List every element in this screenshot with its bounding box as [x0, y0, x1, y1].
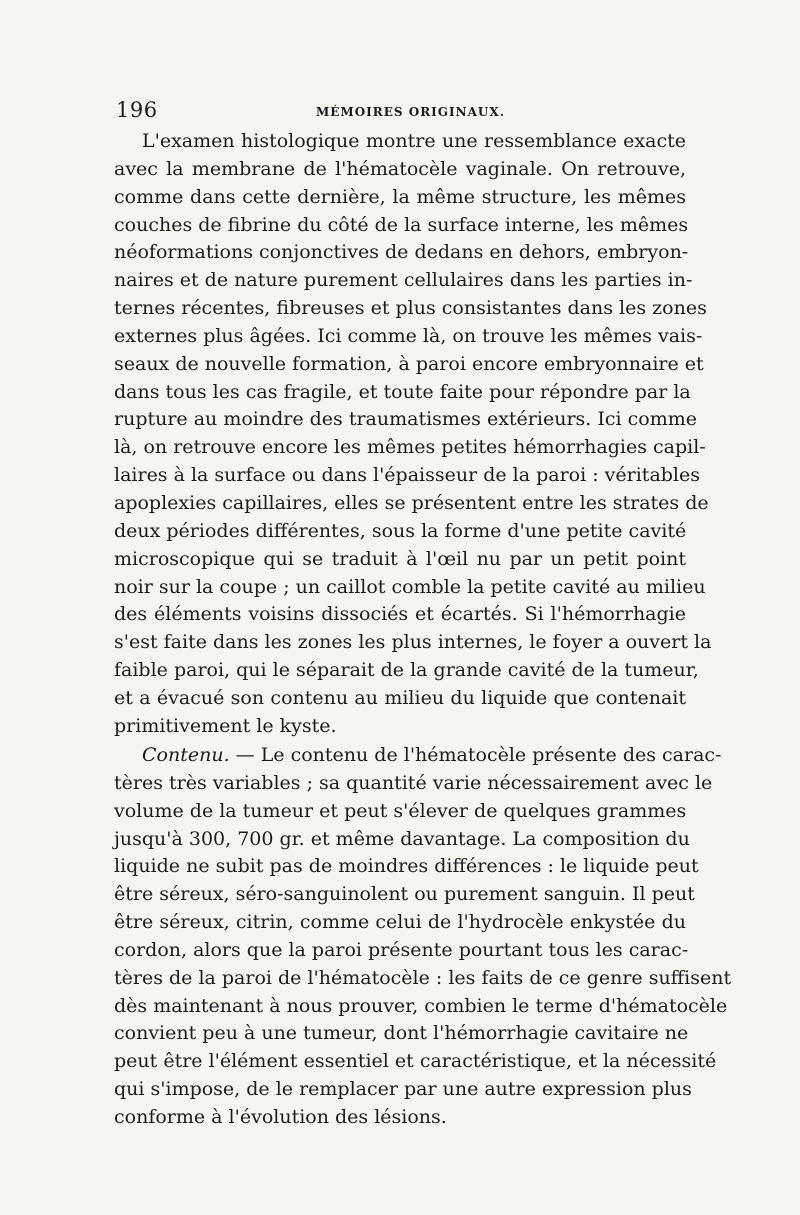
text-line: tères très variables ; sa quantité varie nécessairement avec le: [114, 771, 713, 794]
text-line-rest: — Le contenu de l'hématocèle présente des carac-: [229, 744, 722, 766]
text-line: peut être l'élément essentiel et caractéristique, et la nécessité: [114, 1050, 717, 1073]
page-header: [116, 98, 686, 128]
running-title: MÉMOIRES ORIGINAUX.: [316, 105, 505, 119]
text-line: microscopique qui se traduit à l'œil nu par un petit point: [114, 547, 686, 570]
paragraph-lead-heading: Contenu.: [142, 744, 230, 766]
text-line: seaux de nouvelle formation, à paroi encore embryonnaire et: [114, 352, 704, 375]
text-line: L'examen histologique montre une ressemblance exacte: [142, 130, 686, 152]
text-line: liquide ne subit pas de moindres différences : le liquide peut: [114, 855, 699, 878]
text-line: et a évacué son contenu au milieu du liquide que contenait: [114, 686, 686, 709]
text-line: là, on retrouve encore les mêmes petites hémorrhagies capil-: [114, 436, 706, 459]
text-line: être séreux, séro-sanguinolent ou purement sanguin. Il peut: [114, 883, 695, 906]
text-line: s'est faite dans les zones les plus internes, le foyer a ouvert la: [114, 631, 712, 654]
text-line: tères de la paroi de l'hématocèle : les faits de ce genre suffisent: [114, 966, 732, 989]
text-line: comme dans cette dernière, la même structure, les mêmes: [114, 185, 686, 208]
text-line: qui s'impose, de le remplacer par une autre expression plus: [114, 1078, 692, 1101]
text-line: externes plus âgées. Ici comme là, on trouve les mêmes vais-: [114, 324, 703, 347]
text-line: conforme à l'évolution des lésions.: [114, 1105, 447, 1128]
text-line: naires et de nature purement cellulaires dans les parties in-: [114, 269, 693, 292]
text-line: être séreux, citrin, comme celui de l'hydrocèle enkystée du: [114, 911, 686, 934]
page-number: 196: [116, 98, 158, 122]
text-line: couches de fibrine du côté de la surface interne, les mêmes: [114, 213, 689, 236]
text-line: des éléments voisins dissociés et écartés. Si l'hémorrhagie: [114, 603, 686, 626]
text-line: convient peu à une tumeur, dont l'hémorrhagie cavitaire ne: [114, 1022, 689, 1045]
text-line-with-lead: [114, 742, 722, 770]
text-line: faible paroi, qui le séparait de la grande cavité de la tumeur,: [114, 659, 699, 682]
text-line: volume de la tumeur et peut s'élever de quelques grammes: [114, 799, 687, 822]
text-line: noir sur la coupe ; un caillot comble la petite cavité au milieu: [114, 575, 706, 598]
text-line: jusqu'à 300, 700 gr. et même davantage. La composition du: [114, 827, 690, 850]
paragraph-contents: [114, 742, 732, 1132]
text-line: avec la membrane de l'hématocèle vaginale. On retrouve,: [114, 157, 686, 180]
text-line: deux périodes différentes, sous la forme d'une petite cavité: [114, 519, 687, 542]
text-line: rupture au moindre des traumatismes extérieurs. Ici comme: [114, 408, 697, 431]
text-line: primitivement le kyste.: [114, 714, 337, 737]
text-line: laires à la surface ou dans l'épaisseur de la paroi : véritables: [114, 464, 701, 487]
text-line: ternes récentes, fibreuses et plus consistantes dans les zones: [114, 297, 707, 320]
text-line: cordon, alors que la paroi présente pourtant tous les carac-: [114, 938, 689, 961]
paragraph-histology: [114, 128, 712, 741]
text-line: dès maintenant à nous prouver, combien le terme d'hématocèle: [114, 994, 728, 1017]
text-line: dans tous les cas fragile, et toute faite pour répondre par la: [114, 380, 691, 403]
text-line: apoplexies capillaires, elles se présentent entre les strates de: [114, 491, 709, 514]
text-line: néoformations conjonctives de dedans en dehors, embryon-: [114, 241, 689, 264]
